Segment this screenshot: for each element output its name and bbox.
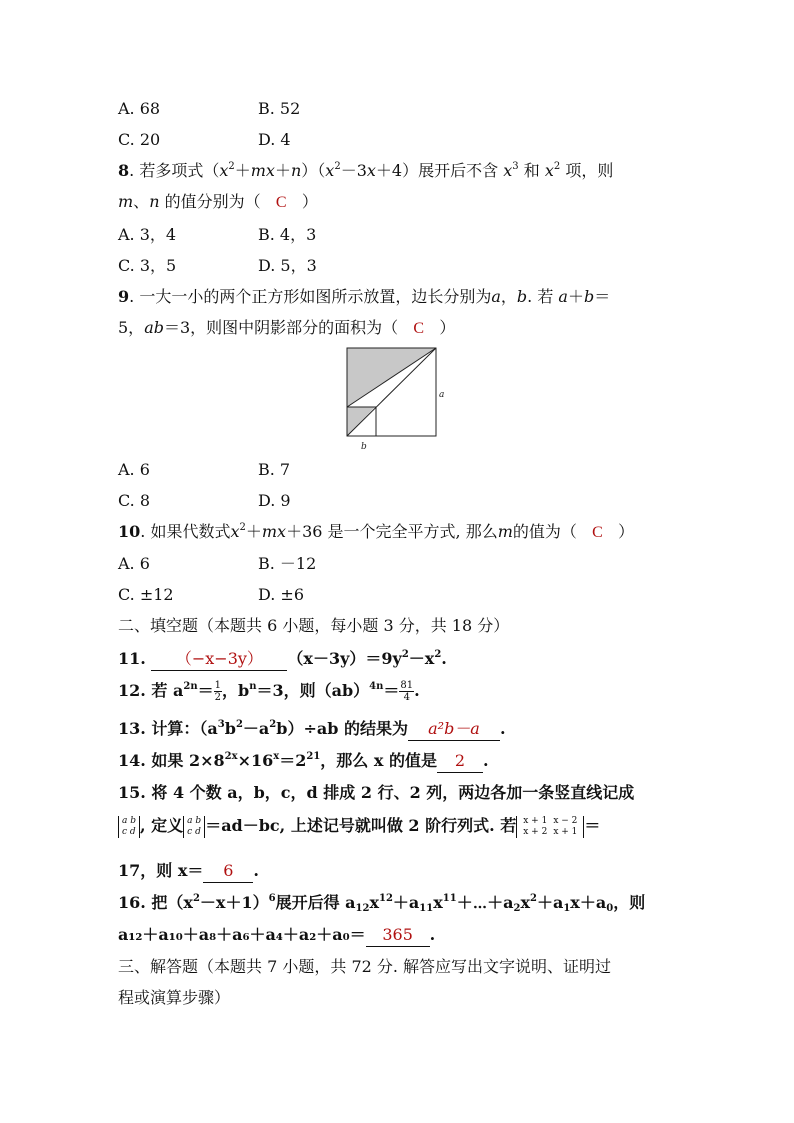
label-b: b (361, 442, 367, 452)
q16-answer: 365 (366, 924, 430, 947)
q12-fraction: $\frac{1}{2}$ (214, 680, 221, 703)
q10-option-c: C. ±12 (118, 585, 174, 604)
q11-line: 11. （−x−3y） $(x-3y)=9y^2-x^2$. (118, 648, 447, 671)
q15-number: 15 (118, 783, 141, 802)
determinant-notation: a b c d (118, 816, 140, 838)
q8-number: 8 (118, 161, 130, 180)
q12-line: 12. 若 $a^{2n}=$ $\frac{1}{2}$ ，$b^n=3$，则（ab）$^{4n}$＝ $\frac{81}{4}$ . (118, 680, 420, 703)
q15-answer: 6 (203, 860, 253, 883)
section-3-heading-line1: 三、解答题（本题共 7 小题，共 72 分. 解答应写出文字说明、证明过 (118, 957, 612, 976)
q7-option-a: A. 68 (118, 99, 161, 118)
q8-stem-line2: m、n 的值分别为（ C ） (118, 192, 318, 211)
q15-line1: 15. 将 4 个数 a，b，c，d 排成 2 行、2 列，两边各加一条竖直线记成 (118, 783, 635, 802)
q9-option-d: D. 9 (258, 491, 291, 510)
q8-option-b: B. 4，3 (258, 225, 317, 244)
q15-line2: a b c d , 定义 a b c d ＝ad－bc, 上述记号就叫做 2 阶行列式. 若 x + 1 x − 2 x + 2 x + 1 ＝ (118, 815, 600, 845)
q9-answer: C (413, 320, 425, 337)
q14-answer: 2 (437, 750, 483, 773)
q8-option-a: A. 3，4 (118, 225, 177, 244)
q8-answer: C (275, 194, 287, 211)
q14-line: 14. 如果 $2\times 8^{2x}\times 16^x=2^{21}$，那么 x 的值是 2 . (118, 750, 489, 773)
q9-option-b: B. 7 (258, 460, 291, 479)
q13-line: 13. 计算：$(a^3b^2-a^2b)\div ab$ 的结果为 a²b－a . (118, 718, 506, 741)
q7-option-b: B. 52 (258, 99, 301, 118)
q16-line1: 16. 把$(x^2-x+1)^6$展开后得 $a_{12}x^{12}+a_{11}x^{11}+\cdots+a_2x^2+a_1x+a_0$，则 (118, 893, 646, 914)
q9-number: 9 (118, 287, 130, 306)
determinant-definition: a b c d (183, 816, 205, 838)
q15-line3: 17，则 x＝ 6 . (118, 860, 259, 883)
q16-number: 16 (118, 893, 141, 912)
q9-option-a: A. 6 (118, 460, 150, 479)
two-squares-figure (346, 347, 456, 455)
q13-answer: a²b－a (408, 718, 500, 741)
q10-stem: 10. 如果代数式$x^2+mx+36$ 是一个完全平方式, 那么m的值为（ C ） (118, 522, 635, 541)
q10-option-d: D. ±6 (258, 585, 305, 604)
q9-stem-line2: 5，ab＝3，则图中阴影部分的面积为（ C ） (118, 318, 456, 337)
q8-option-d: D. 5，3 (258, 256, 317, 275)
q16-line2: a₁₂＋a₁₀＋a₈＋a₆＋a₄＋a₂＋a₀＝ 365 . (118, 924, 435, 947)
q8-stem-line1: 8. 若多项式$(x^2+mx+n)(x^2-3x+4)$展开后不含 $x^3$ 和 $x^2$ 项，则 (118, 161, 614, 180)
q7-option-d: D. 4 (258, 130, 291, 149)
q10-answer: C (592, 524, 603, 541)
label-a: a (439, 390, 445, 400)
q11-number: 11 (118, 649, 141, 668)
q10-option-b: B. －12 (258, 554, 317, 573)
determinant-expression: x + 1 x − 2 x + 2 x + 1 (516, 816, 584, 838)
q11-answer: （−x−3y） (151, 648, 287, 671)
q9-stem-line1: 9. 一大一小的两个正方形如图所示放置，边长分别为a，b. 若 a＋b＝ (118, 287, 611, 306)
q7-option-c: C. 20 (118, 130, 161, 149)
section-2-heading: 二、填空题（本题共 6 小题，每小题 3 分，共 18 分） (118, 616, 510, 635)
q12-answer-fraction: $\frac{81}{4}$ (400, 680, 414, 703)
q14-number: 14 (118, 751, 141, 770)
q10-number: 10 (118, 522, 141, 541)
q13-number: 13 (118, 719, 141, 738)
q8-option-c: C. 3，5 (118, 256, 177, 275)
q10-option-a: A. 6 (118, 554, 150, 573)
q9-option-c: C. 8 (118, 491, 151, 510)
section-3-heading-line2: 程或演算步骤） (118, 988, 231, 1007)
q12-number: 12 (118, 681, 141, 700)
